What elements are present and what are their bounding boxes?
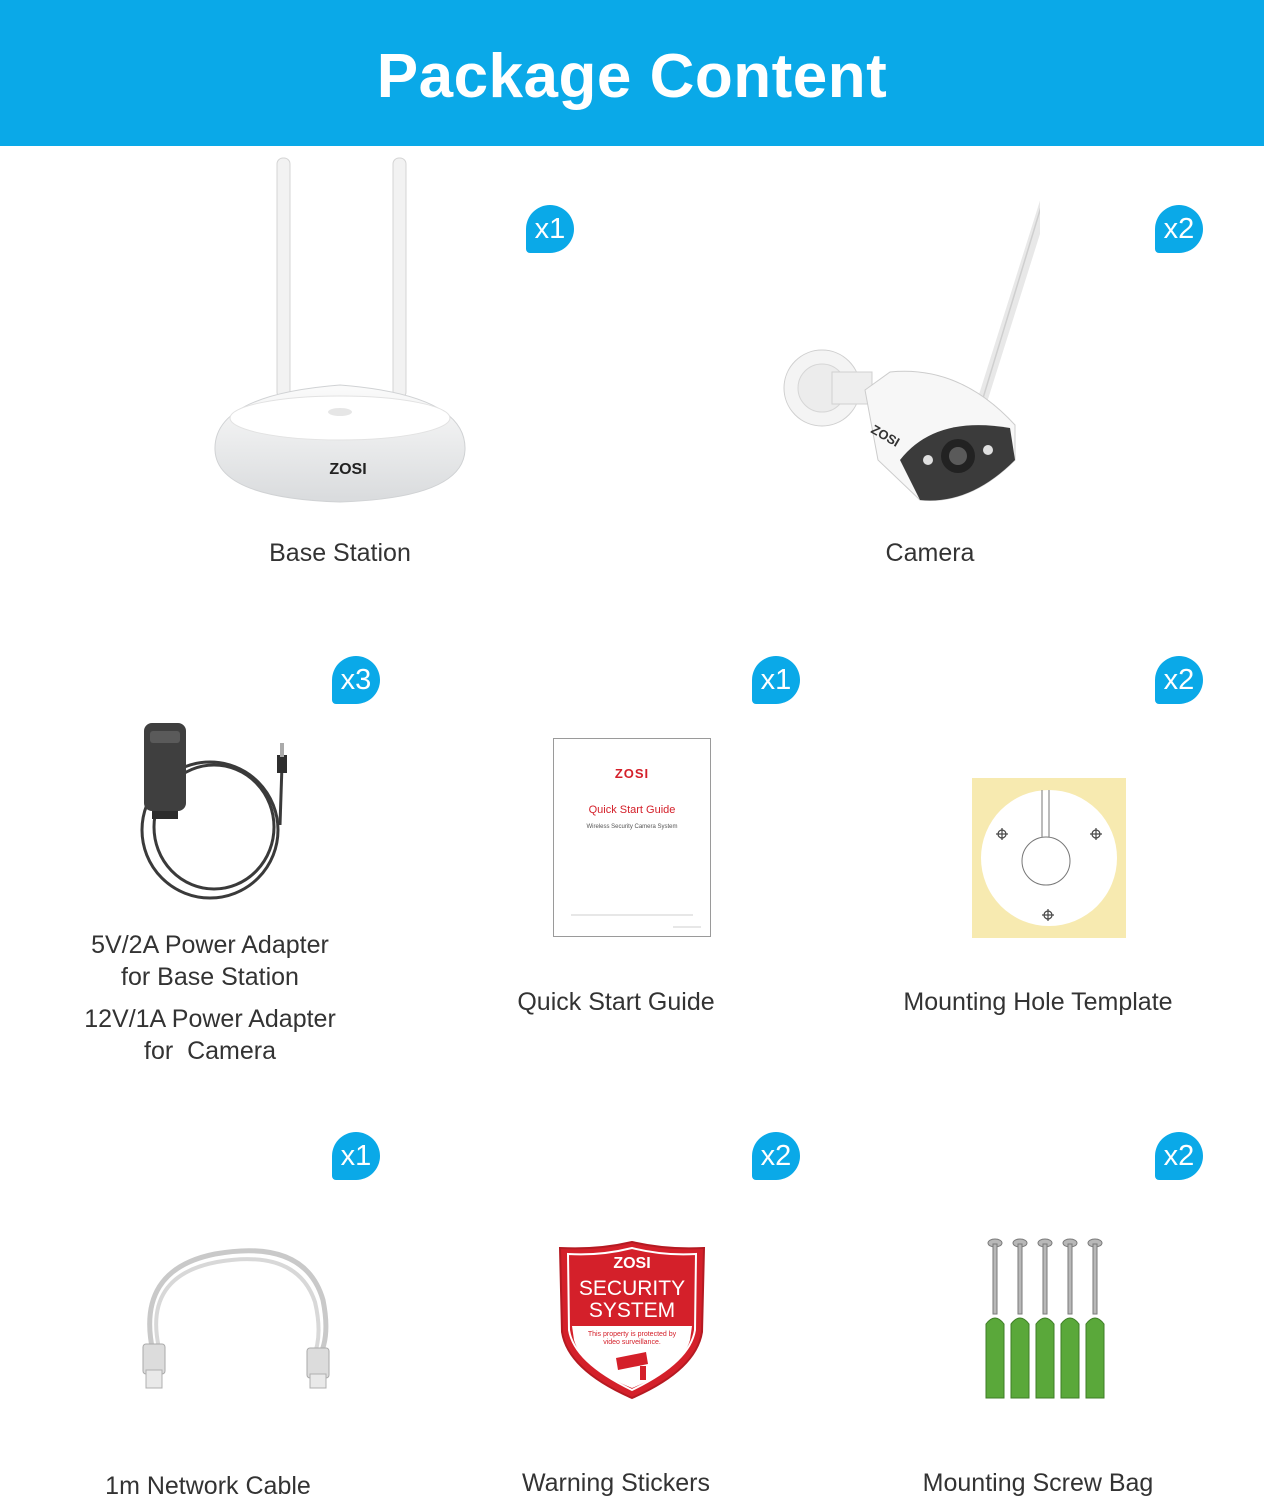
quantity-badge: x2 xyxy=(1155,205,1203,253)
svg-text:SECURITY: SECURITY xyxy=(578,1277,686,1300)
quantity-badge: x2 xyxy=(1155,1132,1203,1180)
svg-text:This property is protected by: This property is protected by xyxy=(587,1331,677,1338)
adapter-base-line1: 5V/2A Power Adapter xyxy=(91,931,329,959)
mounting-hole-template-image xyxy=(972,778,1126,938)
quantity-badge: x2 xyxy=(752,1132,800,1180)
power-adapter-image xyxy=(130,715,300,905)
svg-text:ZOSI: ZOSI xyxy=(613,1255,651,1272)
svg-text:ZOSI: ZOSI xyxy=(614,766,650,781)
mounting-screw-bag-image xyxy=(980,1236,1110,1404)
svg-text:Quick Start Guide: Quick Start Guide xyxy=(588,804,676,816)
item-label-warning-stickers: Warning Stickers xyxy=(521,1469,710,1497)
quantity-badge: x2 xyxy=(1155,656,1203,704)
warning-sticker-image xyxy=(556,1240,708,1400)
zosi-logo: ZOSI xyxy=(329,461,367,478)
page-header xyxy=(0,0,1264,146)
network-cable-image xyxy=(135,1240,335,1400)
item-label-quick-start-guide: Quick Start Guide xyxy=(517,988,715,1016)
quantity-badge: x1 xyxy=(752,656,800,704)
item-label-base-station: Base Station xyxy=(269,539,411,567)
item-label-mounting-hole-template: Mounting Hole Template xyxy=(903,988,1173,1016)
page-title: Package Content xyxy=(376,41,888,111)
base-station-image xyxy=(205,150,475,510)
item-label-mounting-screw-bag: Mounting Screw Bag xyxy=(922,1469,1154,1497)
adapter-camera-line2: for Camera xyxy=(144,1037,276,1065)
item-label-adapter-base xyxy=(60,929,360,993)
adapter-base-line2: for Base Station xyxy=(121,963,299,991)
svg-text:ZOSI: ZOSI xyxy=(868,421,903,450)
quick-start-guide-image xyxy=(553,738,711,938)
svg-text:video surveillance.: video surveillance. xyxy=(603,1339,661,1346)
item-label-adapter-camera xyxy=(60,1003,360,1067)
quantity-badge: x3 xyxy=(332,656,380,704)
quantity-badge: x1 xyxy=(332,1132,380,1180)
adapter-camera-line1: 12V/1A Power Adapter xyxy=(84,1005,336,1033)
svg-text:Wireless Security Camera Syste: Wireless Security Camera System xyxy=(586,824,678,830)
quantity-badge: x1 xyxy=(526,205,574,253)
camera-image xyxy=(770,160,1040,510)
item-label-camera: Camera xyxy=(885,539,975,567)
item-label-network-cable: 1m Network Cable xyxy=(105,1472,311,1500)
svg-text:SYSTEM: SYSTEM xyxy=(588,1299,676,1322)
